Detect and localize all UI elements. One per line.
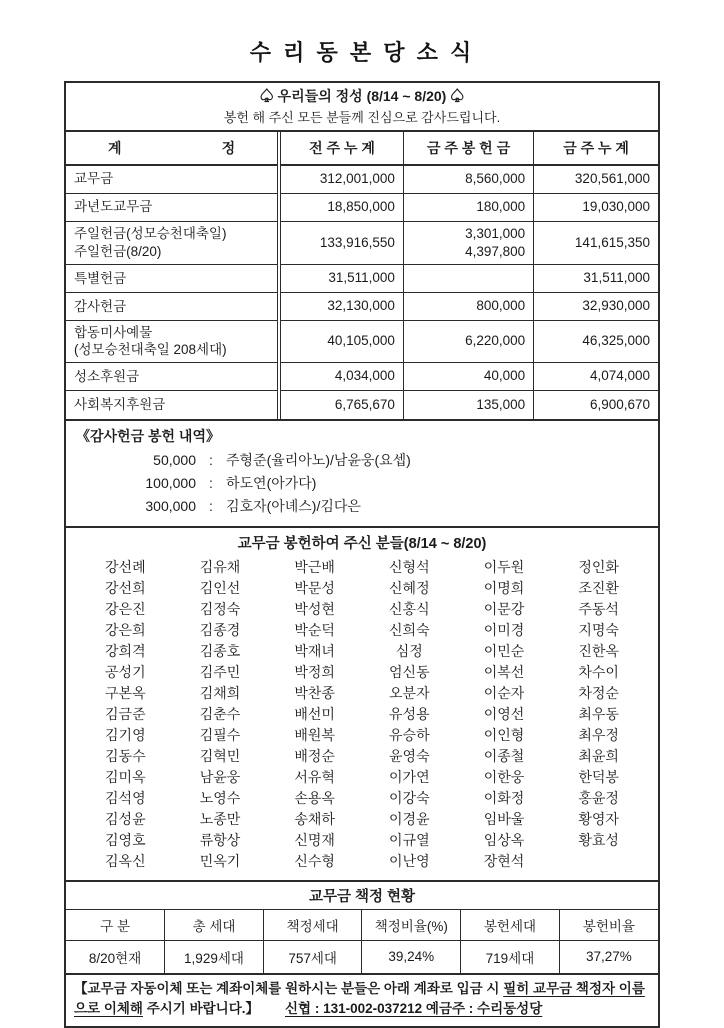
donor-name: 김주민 (199, 663, 241, 680)
donor-name: 김석영 (105, 789, 146, 806)
donor-name: 강은진 (105, 600, 146, 617)
footer-account-info: 신협 : 131-002-037212 예금주 : 수리동성당 (285, 1001, 543, 1017)
donor-list-title: 교무금 봉헌하여 주신 분들(8/14 ~ 8/20) (237, 535, 487, 552)
week-total-cell: 31,511,000 (534, 264, 658, 292)
prev-total-cell: 133,916,550 (279, 221, 403, 264)
assessment-value: 8/20현재 (66, 940, 165, 973)
thanks-entry-separator: : (209, 451, 213, 468)
donor-name: 이미경 (483, 621, 525, 638)
donor-name: 김성윤 (105, 810, 146, 827)
week-amount-cell (403, 292, 533, 320)
thanks-entry (76, 495, 648, 518)
donor-name: 송채하 (294, 810, 335, 827)
week-amount-cell (403, 165, 533, 193)
assessment-title: 교무금 책정 현황 (66, 882, 658, 910)
donor-name: 이문강 (483, 600, 525, 617)
donor-name: 이강숙 (389, 789, 430, 806)
col-header-week-amount: 금 주 봉 헌 금 (403, 132, 533, 165)
account-line: 사회복지후원금 (74, 397, 166, 412)
donor-name: 임바울 (483, 810, 525, 827)
donor-name: 김금준 (105, 705, 146, 722)
donor-name: 박근배 (294, 558, 335, 575)
assessment-table (66, 910, 658, 973)
offering-row (66, 391, 658, 419)
week-amount-line: 135,000 (476, 396, 526, 412)
assessment-col-header: 봉헌비율 (559, 910, 658, 941)
week-total-cell: 320,561,000 (534, 165, 658, 193)
donor-name: 주동석 (578, 600, 619, 617)
account-cell (66, 165, 279, 193)
assessment-value: 719세대 (461, 940, 560, 973)
account-cell (66, 292, 279, 320)
donor-name: 김종호 (199, 642, 241, 659)
week-amount-line: 800,000 (476, 298, 526, 314)
donor-name: 홍윤정 (578, 789, 619, 806)
account-line: (성모승천대축일 208세대) (74, 342, 227, 358)
col-header-account-right: 정 (221, 140, 236, 156)
assessment-col-header: 책정비율(%) (362, 910, 461, 941)
donor-name: 이화정 (483, 789, 525, 806)
donor-name: 정인화 (578, 558, 619, 575)
assessment-col-header: 책정세대 (263, 910, 362, 941)
donor-name: 김미옥 (105, 768, 146, 785)
assessment-col-header: 구 분 (66, 910, 165, 941)
donor-name: 이규열 (389, 831, 430, 848)
prev-total-cell: 312,001,000 (279, 165, 403, 193)
thanks-entry-amount: 300,000 (145, 497, 196, 514)
footer-text-before: 【교무금 자동이체 또는 계좌이체를 원하시는 분들은 아래 계좌로 입금 시 (74, 980, 504, 996)
donor-name: 김인선 (199, 579, 241, 596)
donor-name: 박정희 (294, 663, 335, 680)
donor-name: 신명재 (294, 831, 335, 848)
offering-table-body (66, 165, 658, 419)
col-header-account (66, 132, 279, 165)
footer-text-underlined: 필히 교무금 책정자 이름으로 이체해 (74, 980, 645, 1017)
prev-total-cell: 40,105,000 (279, 320, 403, 362)
donor-name: 박순덕 (294, 621, 335, 638)
week-amount-cell (403, 264, 533, 292)
account-line: 감사헌금 (74, 298, 127, 314)
thanks-detail-section (64, 419, 660, 528)
donor-name: 차수이 (578, 663, 619, 680)
donor-name: 최우동 (578, 705, 619, 722)
donor-name: 강은희 (105, 621, 146, 638)
donor-name: 신형석 (389, 558, 430, 575)
week-amount-cell (403, 391, 533, 419)
assessment-value: 39,24% (362, 940, 461, 973)
account-line: 합동미사예물 (74, 324, 153, 340)
thanks-entry (76, 472, 648, 495)
thanks-entry-separator: : (209, 497, 213, 514)
donor-name: 황영자 (578, 810, 619, 827)
offering-row (66, 292, 658, 320)
donor-name: 노영수 (199, 789, 241, 806)
account-cell (66, 391, 279, 419)
assessment-col-header: 봉헌세대 (461, 910, 560, 941)
account-line: 주일헌금(성모승천대축일) (74, 226, 227, 242)
donor-name: 김혁민 (199, 747, 241, 764)
donor-name: 김옥신 (105, 852, 146, 869)
col-header-week-total: 금 주 누 계 (534, 132, 658, 165)
week-amount-cell (403, 320, 533, 362)
donor-name: 엄신동 (389, 663, 430, 680)
donor-name: 최윤희 (578, 747, 619, 764)
donor-name: 신희숙 (389, 621, 430, 638)
donor-name: 강희격 (105, 642, 146, 659)
offering-header-line2: 봉헌 해 주신 모든 분들께 진심으로 감사드립니다. (223, 110, 501, 125)
assessment-col-header: 총 세대 (165, 910, 264, 941)
donor-name: 지명숙 (578, 621, 619, 638)
donor-name: 이인형 (483, 726, 525, 743)
donor-name: 남윤웅 (199, 768, 241, 785)
week-amount-line: 40,000 (483, 368, 526, 384)
thanks-entry-amount: 100,000 (145, 474, 196, 491)
donor-name: 진한옥 (578, 642, 619, 659)
donor-name: 이민순 (483, 642, 525, 659)
donor-name: 배원복 (294, 726, 335, 743)
donor-name: 강선례 (105, 558, 146, 575)
page-title: 수 리 동 본 당 소 식 (249, 40, 475, 65)
donor-name: 이순자 (483, 684, 525, 701)
assessment-value: 1,929세대 (165, 940, 264, 973)
account-cell (66, 193, 279, 221)
thanks-entry-separator: : (209, 474, 213, 491)
account-line: 교무금 (74, 171, 114, 187)
donor-name: 김영호 (105, 831, 146, 848)
offering-header-line1: ♤ 우리들의 정성 (8/14 ~ 8/20) ♤ (259, 88, 465, 104)
donor-name: 한덕봉 (578, 768, 619, 785)
offering-row (66, 193, 658, 221)
donor-name: 김정숙 (199, 600, 241, 617)
prev-total-cell: 6,765,670 (279, 391, 403, 419)
offering-header (66, 83, 658, 132)
donor-name: 손용옥 (294, 789, 335, 806)
week-total-cell: 46,325,000 (534, 320, 658, 362)
donor-name: 배선미 (294, 705, 335, 722)
account-line: 과년도교무금 (74, 199, 153, 215)
donor-name: 김기영 (105, 726, 146, 743)
week-amount-line: 180,000 (476, 198, 526, 214)
donor-name: 이명희 (483, 579, 525, 596)
week-amount-cell (403, 221, 533, 264)
account-cell (66, 221, 279, 264)
week-amount-line: 4,397,800 (465, 243, 526, 259)
donor-name: 김필수 (199, 726, 241, 743)
week-total-cell: 19,030,000 (534, 193, 658, 221)
offering-row (66, 264, 658, 292)
assessment-data-row (66, 940, 658, 973)
footer-notice (64, 973, 660, 1028)
thanks-entry (76, 449, 648, 472)
donor-name: 이한웅 (483, 768, 525, 785)
donor-name: 김춘수 (199, 705, 241, 722)
week-total-cell: 4,074,000 (534, 363, 658, 391)
donor-name: 김유채 (199, 558, 241, 575)
week-total-cell: 141,615,350 (534, 221, 658, 264)
donor-name: 이가연 (389, 768, 430, 785)
account-line: 특별헌금 (74, 270, 127, 286)
account-line: 주일헌금(8/20) (74, 243, 162, 259)
donor-name: 박성현 (294, 600, 335, 617)
donor-name: 유승하 (389, 726, 430, 743)
prev-total-cell: 31,511,000 (279, 264, 403, 292)
account-cell (66, 363, 279, 391)
donor-name: 황효성 (578, 831, 619, 848)
offering-row (66, 320, 658, 362)
donor-name: 이두원 (483, 558, 525, 575)
prev-total-cell: 32,130,000 (279, 292, 403, 320)
offering-row (66, 165, 658, 193)
donor-name: 신혜정 (389, 579, 430, 596)
donor-name: 민옥기 (199, 852, 241, 869)
week-amount-cell (403, 193, 533, 221)
week-total-cell: 6,900,670 (534, 391, 658, 419)
offering-section (64, 81, 660, 421)
donor-name: 장현석 (483, 852, 525, 869)
donor-name: 김동수 (105, 747, 146, 764)
donor-name: 박찬종 (294, 684, 335, 701)
week-amount-line: 3,301,000 (465, 225, 526, 241)
donor-name: 이난영 (389, 852, 430, 869)
thanks-entry-names: 김호자(아녜스)/김다은 (226, 497, 361, 514)
donor-name: 구본옥 (105, 684, 146, 701)
donor-list-section (64, 526, 660, 882)
donor-name: 오분자 (389, 684, 430, 701)
donor-name: 차정순 (578, 684, 619, 701)
assessment-section (64, 880, 660, 975)
donor-name: 배정순 (294, 747, 335, 764)
donor-name: 류항상 (199, 831, 241, 848)
account-cell (66, 264, 279, 292)
week-amount-cell (403, 363, 533, 391)
donor-name: 이종철 (483, 747, 525, 764)
donor-name (551, 851, 646, 872)
week-total-cell: 32,930,000 (534, 292, 658, 320)
donor-name: 이영선 (483, 705, 525, 722)
thanks-entry-amount: 50,000 (153, 451, 196, 468)
footer-text-after: 주시기 바랍니다.】 (142, 1001, 260, 1017)
col-header-account-left: 계 (108, 140, 122, 156)
donor-name: 윤영숙 (389, 747, 430, 764)
donor-name: 공성기 (105, 663, 146, 680)
prev-total-cell: 4,034,000 (279, 363, 403, 391)
donor-name: 박문성 (294, 579, 335, 596)
thanks-detail-entries (76, 449, 648, 518)
donor-name: 강선희 (105, 579, 146, 596)
col-header-prev-total: 전 주 누 계 (279, 132, 403, 165)
donor-name: 신홍식 (389, 600, 430, 617)
donor-name: 신수형 (294, 852, 335, 869)
donor-name: 최우정 (578, 726, 619, 743)
week-amount-line: 8,560,000 (465, 171, 526, 187)
donor-name: 이경윤 (389, 810, 430, 827)
offering-table (66, 132, 658, 419)
donor-name: 김채희 (199, 684, 241, 701)
assessment-value: 757세대 (263, 940, 362, 973)
assessment-value: 37,27% (559, 940, 658, 973)
donor-grid (66, 555, 658, 880)
donor-name: 박재녀 (294, 642, 335, 659)
prev-total-cell: 18,850,000 (279, 193, 403, 221)
donor-name: 심정 (395, 642, 423, 659)
week-amount-line: 6,220,000 (465, 333, 526, 349)
donor-name: 김종경 (199, 621, 241, 638)
offering-table-header-row (66, 132, 658, 165)
donor-name: 임상옥 (483, 831, 525, 848)
donor-name: 이복선 (483, 663, 525, 680)
account-cell (66, 320, 279, 362)
assessment-header-row (66, 910, 658, 941)
account-line: 성소후원금 (74, 368, 140, 384)
offering-row (66, 363, 658, 391)
thanks-entry-names: 하도연(아가다) (226, 474, 317, 491)
thanks-detail-title: 《감사헌금 봉헌 내역》 (76, 427, 220, 444)
donor-name: 유성용 (389, 705, 430, 722)
donor-name: 노종만 (199, 810, 241, 827)
donor-name: 조진환 (578, 579, 619, 596)
thanks-entry-names: 주형준(율리아노)/남윤웅(요셉) (226, 451, 411, 468)
offering-row (66, 221, 658, 264)
donor-name: 서유혁 (294, 768, 335, 785)
